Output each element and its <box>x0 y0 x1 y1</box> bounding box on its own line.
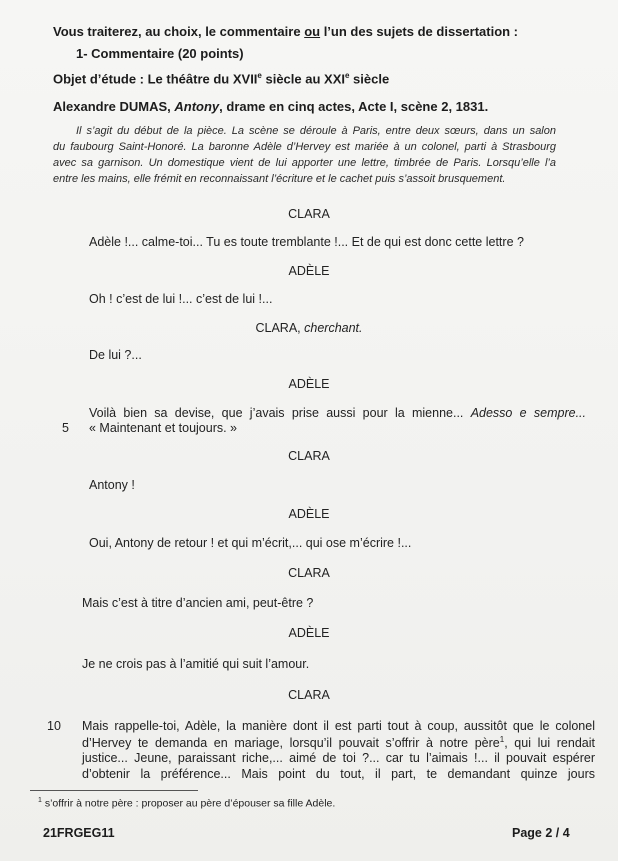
footnote-separator <box>30 790 198 791</box>
exam-code: 21FRGEG11 <box>43 826 115 840</box>
source-author: Alexandre DUMAS, <box>53 99 175 114</box>
footnote-ref: 1 <box>499 735 505 744</box>
line-number-5: 5 <box>62 421 69 435</box>
line-clara-4: Mais c’est à titre d’ancien ami, peut-être ? <box>82 596 314 610</box>
instructions-text-start: Vous traiterez, au choix, le commentaire <box>53 24 305 39</box>
line-clara-5d: d’obtenir la préférence... Mais point du tout, il part, te demandant quinze jours <box>82 767 595 781</box>
source-details: , drame en cinq actes, Acte I, scène 2, 1831. <box>219 99 489 114</box>
line-adele-3: Oui, Antony de retour ! et qui m’écrit,... qui ose m’écrire !... <box>89 536 412 550</box>
footnote <box>38 797 335 810</box>
line-clara-5c: justice... Jeune, paraissant riche,... aimé de toi ?... car tu l’aimais !... il pouvait espérer <box>82 751 595 765</box>
objet-etude-heading <box>53 71 389 86</box>
line-clara-5b <box>82 735 595 750</box>
line-clara-3: Antony ! <box>89 478 135 492</box>
section-heading: 1- Commentaire (20 points) <box>76 46 244 61</box>
speaker-adele: ADÈLE <box>288 626 330 640</box>
speaker-clara: CLARA <box>288 449 330 463</box>
speaker-clara: CLARA <box>288 688 330 702</box>
speaker-name: CLARA, <box>255 321 305 335</box>
intro-line-2: du faubourg Saint-Honoré. La baronne Adèle d’Hervey est mariée à un colonel, parti à Strasbourg <box>53 141 556 153</box>
adele-devise-italian: Adesso e sempre... <box>470 406 586 420</box>
instructions-line <box>53 24 518 39</box>
objet-text-2: siècle au XXI <box>261 71 345 87</box>
source-reference <box>53 99 488 114</box>
objet-sup-2: e <box>344 71 350 80</box>
line-adele-1: Oh ! c’est de lui !... c’est de lui !... <box>89 292 273 306</box>
clara-5b-text: d’Hervey te demanda en mariage, lorsqu’il pouvait s’offrir à notre père <box>82 736 500 751</box>
speaker-clara: CLARA <box>288 207 330 221</box>
footnote-mark: 1 <box>38 797 42 804</box>
intro-line-4: entre les mains, elle frémit en reconnaissant l’écriture et le cachet puis s’assoit brusquement. <box>53 173 506 185</box>
line-adele-2a <box>89 406 586 420</box>
line-clara-1: Adèle !... calme-toi... Tu es toute tremblante !... Et de qui est donc cette lettre ? <box>89 235 524 249</box>
adele-devise-text: Voilà bien sa devise, que j’avais prise aussi pour la mienne... <box>89 406 471 420</box>
objet-text-1: Objet d’étude : Le théâtre du XVII <box>53 71 258 87</box>
speaker-clara-direction <box>0 321 618 335</box>
page-number: Page 2 / 4 <box>512 826 570 840</box>
speaker-adele: ADÈLE <box>288 507 330 521</box>
clara-5b-text-end: , qui lui rendait <box>504 736 595 751</box>
line-adele-4: Je ne crois pas à l’amitié qui suit l’amour. <box>82 657 310 671</box>
instructions-text-end: l’un des sujets de dissertation : <box>320 24 519 39</box>
intro-line-1: Il s’agit du début de la pièce. La scène se déroule à Paris, entre deux sœurs, dans un salon <box>76 125 556 137</box>
instructions-emphasis-ou: ou <box>304 24 321 39</box>
speaker-adele: ADÈLE <box>288 377 330 391</box>
speaker-adele: ADÈLE <box>288 264 330 278</box>
objet-text-3: siècle <box>349 71 390 87</box>
objet-sup-1: e <box>257 71 262 80</box>
stage-direction: cherchant. <box>304 321 363 335</box>
line-adele-2b: « Maintenant et toujours. » <box>89 421 238 435</box>
footnote-text: s’offrir à notre père : proposer au père d’épouser sa fille Adèle. <box>41 797 336 810</box>
intro-line-3: avec sa garnison. Un domestique vient de lui apporter une lettre, timbrée de Paris. Lorsqu’elle l’a <box>53 157 556 169</box>
speaker-clara: CLARA <box>288 566 330 580</box>
line-clara-5a: Mais rappelle-toi, Adèle, la manière dont il est parti tout à coup, aussitôt que le colonel <box>82 719 595 733</box>
line-clara-2: De lui ?... <box>89 348 142 362</box>
source-title: Antony <box>174 99 220 114</box>
line-number-10: 10 <box>47 719 61 733</box>
